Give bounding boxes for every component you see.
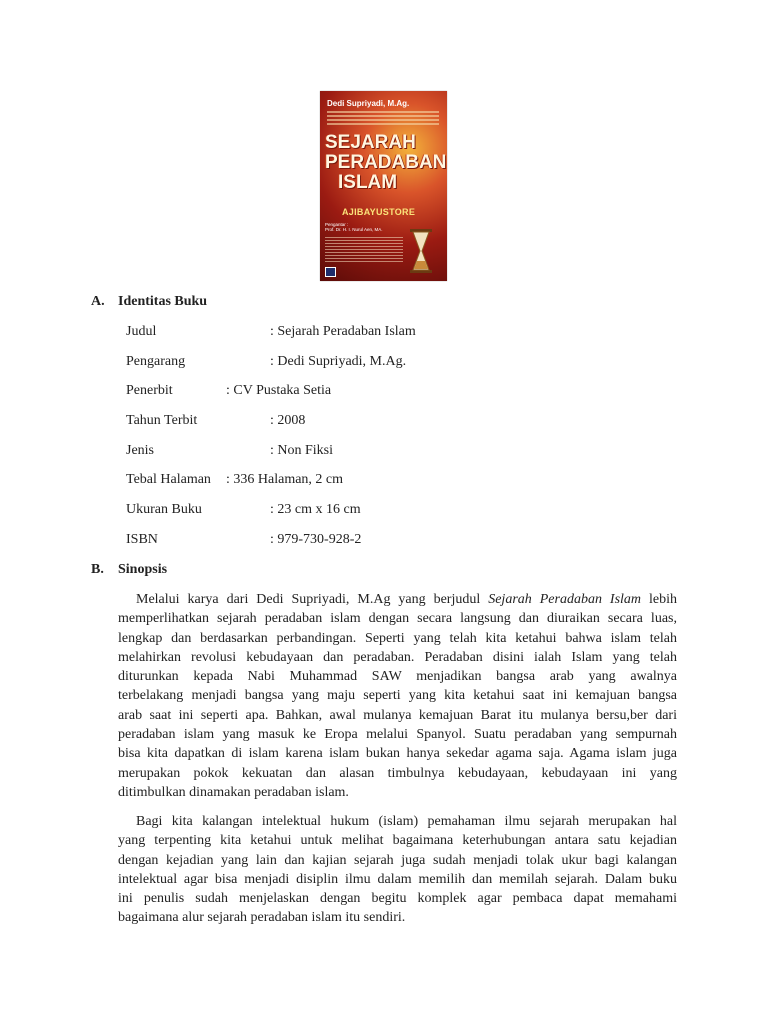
- paragraph-line: merupakan pokok kekuatan dan alasan timbulnya kebudayaan, kebudayaan ini yang: [118, 765, 677, 781]
- identity-value: : Dedi Supriyadi, M.Ag.: [270, 354, 407, 369]
- identity-value: : Non Fiksi: [270, 443, 334, 458]
- identity-label: Judul: [126, 324, 157, 339]
- paragraph-line: ini penulis sudah menjelaskan dengan begitu komplek agar pembaca dapat memahami: [118, 891, 677, 907]
- paragraph-line: memperlihatkan sejarah peradaban islam dengan secara langsung dan diuraikan secara luas,: [118, 611, 677, 627]
- identity-label: Penerbit: [126, 383, 173, 398]
- paragraph-line: intelektual agar bisa menjadi disiplin ilmu dalam memilih dan memilah sejarah. Dalam buku: [118, 871, 677, 887]
- cover-pengantar-label: Pengantar :: [325, 222, 349, 227]
- cover-title-line-3: ISLAM: [338, 172, 398, 193]
- paragraph-line: lengkap dan berdasarkan perbandingan. Seperti yang telah kita ketahui bahwa islam telah: [118, 630, 677, 646]
- paragraph-line: melahirkan revolusi kebudayaan dan peradaban. Peradaban disini ialah Islam yang telah: [118, 649, 677, 665]
- paragraph-line: peradaban islam yang masuk ke Eropa melalui Spanyol. Suatu peradaban yang sempurnah: [118, 727, 677, 743]
- paragraph-line: ditimbulkan dinamakan peradaban islam.: [118, 784, 349, 800]
- identity-label: Jenis: [126, 443, 154, 458]
- publisher-logo-icon: [325, 267, 336, 277]
- identity-value: : 336 Halaman, 2 cm: [226, 472, 344, 487]
- paragraph-line: diturunkan kepada Nabi Muhammad SAW menjadikan bangsa arab yang awalnya: [118, 669, 677, 685]
- identity-value: : Sejarah Peradaban Islam: [270, 324, 416, 339]
- synopsis-paragraph-2: [118, 812, 677, 928]
- section-b-title: Sinopsis: [118, 562, 168, 577]
- identity-value: : 23 cm x 16 cm: [270, 502, 361, 517]
- paragraph-line: yang terpenting kita ketahui untuk melihat bagaimana keterhubungan antara satu kejadian: [118, 833, 677, 849]
- cover-text-decoration: [325, 237, 403, 263]
- paragraph-line-text: Melalui karya dari Dedi Supriyadi, M.Ag yang berjudul: [136, 592, 489, 607]
- section-b-letter: B.: [91, 562, 104, 577]
- cover-author: Dedi Supriyadi, M.Ag.: [327, 99, 410, 108]
- hourglass-icon: [408, 229, 434, 273]
- paragraph-line: bisa kita dapatkan di islam karena islam bukan hanya sekedar agama saja. Agama islam juga: [118, 746, 677, 762]
- paragraph-line: bagaimana alur sejarah peradaban islam itu sendiri.: [118, 910, 406, 926]
- section-a-letter: A.: [91, 294, 105, 309]
- identity-value: : 979-730-928-2: [270, 532, 362, 547]
- paragraph-line: terbelakang menjadi bangsa yang maju seperti yang kita ketahui saat ini kemajuan bangsa: [118, 688, 677, 704]
- identity-value: : 2008: [270, 413, 306, 428]
- identity-value: : CV Pustaka Setia: [226, 383, 332, 398]
- cover-title-line-1: SEJARAH: [325, 132, 416, 153]
- identity-label: ISBN: [126, 532, 158, 547]
- synopsis-paragraph-1: [118, 590, 677, 802]
- book-title-emphasis: Sejarah Peradaban Islam: [488, 592, 642, 607]
- cover-tagline-decoration: [327, 111, 439, 125]
- paragraph-line: dengan kejadian yang lain dan kajian sejarah juga sudah menjadi tolak ukur bagi kalangan: [118, 852, 677, 868]
- cover-store-watermark: AJIBAYUSTORE: [342, 207, 416, 217]
- paragraph-line: arab saat ini seperti apa. Bahkan, awal mulanya kemajuan Barat itu mulanya bersu,ber dari: [118, 707, 677, 723]
- identity-label: Ukuran Buku: [126, 502, 202, 517]
- identity-label: Pengarang: [126, 354, 186, 369]
- cover-title-line-2: PERADABAN: [325, 152, 447, 173]
- paragraph-line-text: lebih: [641, 592, 677, 607]
- paragraph-line: [118, 590, 677, 609]
- section-a-title: Identitas Buku: [118, 294, 208, 309]
- book-cover-image: [320, 91, 447, 281]
- paragraph-line: Bagi kita kalangan intelektual hukum (islam) pemahaman ilmu sejarah merupakan hal: [136, 814, 677, 829]
- cover-pengantar-name: Prof. Dr. H. I. Nurul Aen, MA.: [325, 227, 383, 232]
- identity-label: Tahun Terbit: [126, 413, 198, 428]
- identity-label: Tebal Halaman: [126, 472, 211, 487]
